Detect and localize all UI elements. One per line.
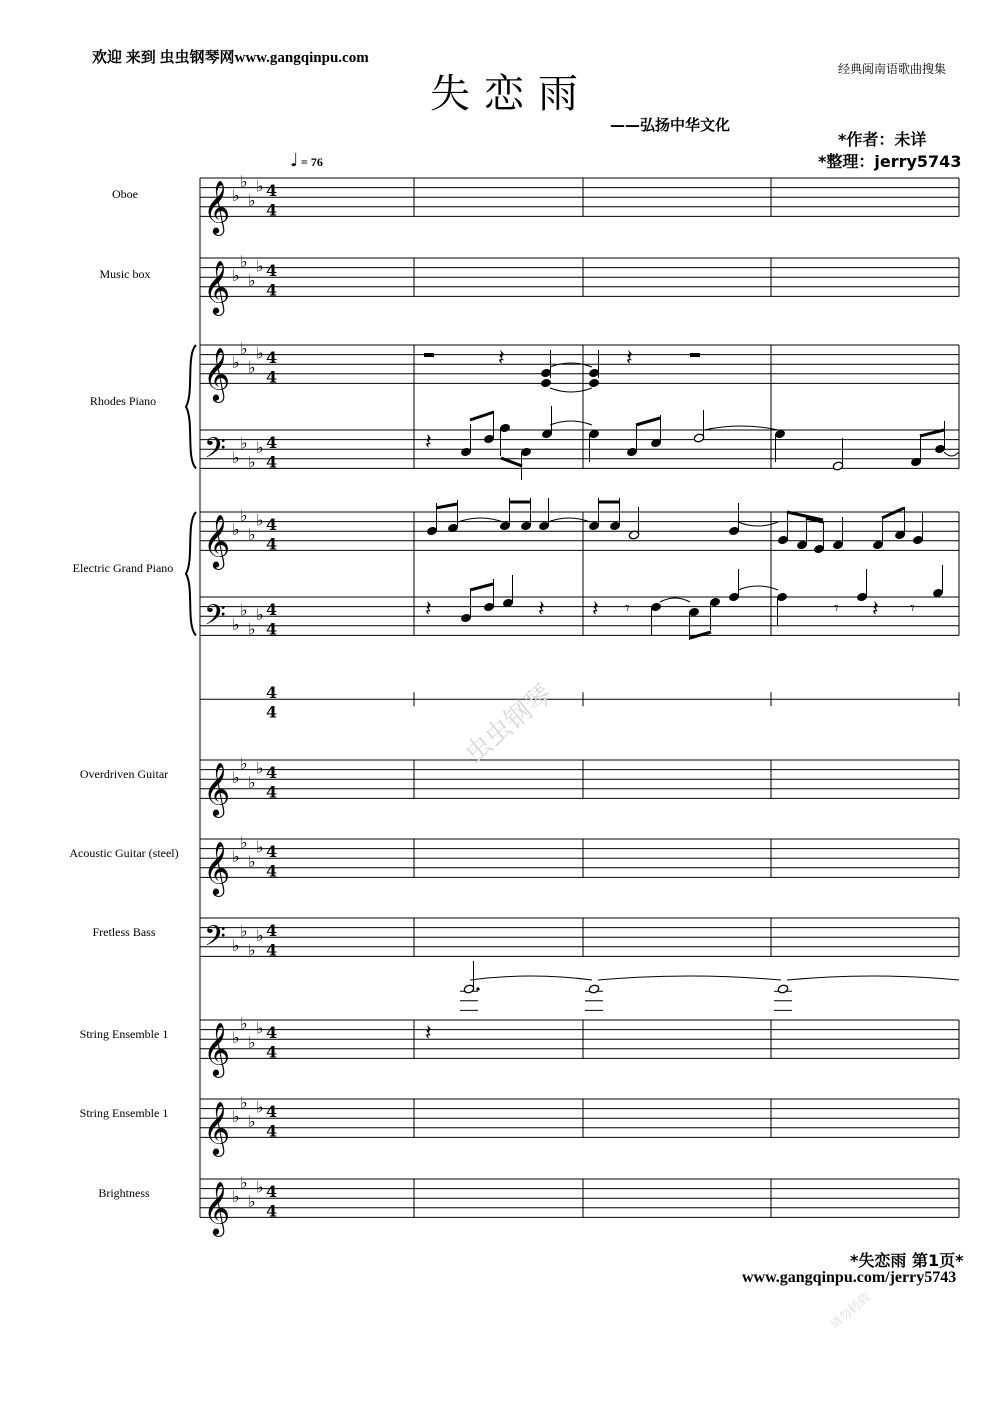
time-signature-bottom: 4 xyxy=(266,861,278,881)
time-signature-top: 4 xyxy=(266,261,278,281)
flat-sign: ♭ xyxy=(248,525,256,544)
page-title: 失恋雨 xyxy=(430,71,592,117)
instrument-label-string-ensemble-a: String Ensemble 1 xyxy=(79,1027,169,1041)
time-signature-top: 4 xyxy=(266,181,278,201)
time-signatures xyxy=(266,181,277,1220)
time-signature-top: 4 xyxy=(266,433,278,453)
welcome-banner: 欢迎 来到 虫虫钢琴网www.gangqinpu.com xyxy=(92,50,369,66)
flat-sign: ♭ xyxy=(240,832,248,852)
beam xyxy=(882,508,904,518)
time-signature-top: 4 xyxy=(266,515,278,535)
tie xyxy=(550,388,592,392)
dot xyxy=(476,987,479,990)
flat-sign: ♭ xyxy=(256,510,264,530)
clefs xyxy=(203,179,230,1236)
time-signature-top: 4 xyxy=(266,921,278,941)
tie xyxy=(944,452,959,456)
flat-sign: ♭ xyxy=(240,171,248,191)
note-head xyxy=(588,378,599,388)
instrument-label-music-box: Music box xyxy=(99,267,151,281)
time-signature-top: 4 xyxy=(266,842,278,862)
quarter-rest: 𝄽 xyxy=(626,346,633,371)
time-signature-top: 4 xyxy=(266,763,278,783)
flat-sign: ♭ xyxy=(256,758,264,778)
tie xyxy=(738,586,778,590)
treble-clef: 𝄞 xyxy=(203,1100,231,1155)
treble-clef: 𝄞 xyxy=(203,346,231,401)
half-rest xyxy=(424,353,434,357)
treble-clef: 𝄞 xyxy=(203,179,231,234)
eighth-rest: 𝄾 xyxy=(910,598,915,619)
flat-sign: ♭ xyxy=(248,452,256,472)
beam xyxy=(470,412,494,420)
beam xyxy=(470,584,493,590)
beam xyxy=(436,504,457,508)
time-signature-bottom: 4 xyxy=(266,619,278,639)
flat-sign: ♭ xyxy=(256,926,264,946)
watermark-footer: 请勿转载 xyxy=(827,1290,874,1332)
tie xyxy=(550,421,592,425)
tempo-marking: = 76 xyxy=(301,155,323,169)
instrument-label-string-ensemble-b: String Ensemble 1 xyxy=(79,1106,169,1120)
flat-sign: ♭ xyxy=(248,271,256,290)
time-signature-bottom: 4 xyxy=(266,702,278,722)
collection-label: 经典闽南语歌曲搜集 xyxy=(838,62,947,76)
tie xyxy=(704,426,778,430)
flat-sign: ♭ xyxy=(240,433,248,453)
tempo-note-glyph: ♩ xyxy=(290,150,299,171)
time-signature-bottom: 4 xyxy=(266,200,278,220)
time-signature-bottom: 4 xyxy=(266,1042,278,1062)
flat-sign: ♭ xyxy=(232,768,240,788)
time-signature-bottom: 4 xyxy=(266,940,278,960)
arranger-credit: *整理：jerry5743 xyxy=(818,152,962,171)
flat-sign: ♭ xyxy=(240,505,248,525)
flat-sign: ♭ xyxy=(232,447,240,467)
staff-lines xyxy=(200,178,959,1217)
beam xyxy=(636,418,660,425)
flat-sign: ♭ xyxy=(248,619,256,639)
flat-sign: ♭ xyxy=(248,852,256,871)
flat-sign: ♭ xyxy=(232,1028,240,1048)
beam xyxy=(920,430,944,436)
flat-sign: ♭ xyxy=(232,520,240,540)
half-rest xyxy=(690,353,700,357)
flat-sign: ♭ xyxy=(240,251,248,271)
bass-clef: 𝄢 xyxy=(204,919,226,960)
flat-sign: ♭ xyxy=(240,1013,248,1033)
note-head xyxy=(540,378,551,388)
treble-clef: 𝄞 xyxy=(203,840,231,895)
time-signature-top: 4 xyxy=(266,1023,278,1043)
flat-sign: ♭ xyxy=(232,614,240,634)
time-signature-top: 4 xyxy=(266,600,278,620)
flat-sign: ♭ xyxy=(256,343,264,363)
flat-sign: ♭ xyxy=(256,176,264,196)
treble-clef: 𝄞 xyxy=(203,761,231,816)
quarter-rest: 𝄽 xyxy=(872,597,879,622)
watermark-center: 虫虫钢琴 xyxy=(459,679,559,770)
quarter-rest: 𝄽 xyxy=(425,430,432,455)
beam xyxy=(787,512,823,520)
footer-page-number: *失恋雨 第1页* xyxy=(850,1251,964,1270)
instrument-label-brightness: Brightness xyxy=(98,1186,150,1200)
time-signature-bottom: 4 xyxy=(266,367,278,387)
flat-sign: ♭ xyxy=(240,921,248,941)
key-signatures xyxy=(232,172,264,1211)
time-signature-top: 4 xyxy=(266,348,278,368)
tie xyxy=(598,976,781,980)
instrument-label-fretless-bass: Fretless Bass xyxy=(92,925,156,939)
instrument-label-oboe: Oboe xyxy=(112,187,138,201)
flat-sign: ♭ xyxy=(248,1192,256,1211)
treble-clef: 𝄞 xyxy=(203,513,231,568)
quarter-rest: 𝄽 xyxy=(425,597,432,622)
flat-sign: ♭ xyxy=(256,1097,264,1117)
time-signature-bottom: 4 xyxy=(266,1201,278,1221)
flat-sign: ♭ xyxy=(232,1187,240,1207)
quarter-rest: 𝄽 xyxy=(538,597,545,622)
flat-sign: ♭ xyxy=(248,191,256,210)
flat-sign: ♭ xyxy=(240,1172,248,1192)
flat-sign: ♭ xyxy=(232,935,240,955)
flat-sign: ♭ xyxy=(232,353,240,373)
subtitle: ——弘扬中华文化 xyxy=(610,116,731,134)
flat-sign: ♭ xyxy=(248,1033,256,1052)
flat-sign: ♭ xyxy=(248,358,256,377)
quarter-rest: 𝄽 xyxy=(498,346,505,371)
flat-sign: ♭ xyxy=(248,773,256,792)
time-signature-top: 4 xyxy=(266,683,278,703)
note-head xyxy=(588,984,599,994)
notes xyxy=(424,346,959,1046)
treble-clef: 𝄞 xyxy=(203,1021,231,1076)
time-signature-bottom: 4 xyxy=(266,1121,278,1141)
treble-clef: 𝄞 xyxy=(203,259,231,314)
tie xyxy=(738,522,778,526)
flat-sign: ♭ xyxy=(256,1177,264,1197)
time-signature-top: 4 xyxy=(266,1182,278,1202)
treble-clef: 𝄞 xyxy=(203,1180,231,1235)
quarter-rest: 𝄽 xyxy=(592,597,599,622)
note-head xyxy=(777,984,788,994)
flat-sign: ♭ xyxy=(256,605,264,625)
time-signature-bottom: 4 xyxy=(266,280,278,300)
flat-sign: ♭ xyxy=(248,940,256,960)
flat-sign: ♭ xyxy=(256,1018,264,1038)
time-signature-bottom: 4 xyxy=(266,534,278,554)
time-signature-bottom: 4 xyxy=(266,782,278,802)
barlines xyxy=(186,178,959,1217)
flat-sign: ♭ xyxy=(240,753,248,773)
brace-rhodes-piano xyxy=(186,345,196,468)
tie xyxy=(660,598,690,602)
flat-sign: ♭ xyxy=(248,1112,256,1131)
instrument-label-overdriven-guitar: Overdriven Guitar xyxy=(79,767,169,781)
tie xyxy=(470,976,592,980)
flat-sign: ♭ xyxy=(256,438,264,458)
eighth-rest: 𝄾 xyxy=(625,598,630,619)
instrument-label-rhodes-piano: Rhodes Piano xyxy=(89,394,157,408)
instrument-label-acoustic-guitar: Acoustic Guitar (steel) xyxy=(69,846,179,860)
bass-clef: 𝄢 xyxy=(204,598,226,639)
flat-sign: ♭ xyxy=(232,186,240,206)
time-signature-bottom: 4 xyxy=(266,452,278,472)
time-signature-top: 4 xyxy=(266,1102,278,1122)
flat-sign: ♭ xyxy=(240,1092,248,1112)
flat-sign: ♭ xyxy=(240,338,248,358)
tie xyxy=(550,363,592,367)
flat-sign: ♭ xyxy=(256,256,264,276)
flat-sign: ♭ xyxy=(256,837,264,857)
footer-url: www.gangqinpu.com/jerry5743 xyxy=(742,1269,957,1286)
flat-sign: ♭ xyxy=(232,847,240,867)
flat-sign: ♭ xyxy=(232,1107,240,1127)
flat-sign: ♭ xyxy=(240,600,248,620)
eighth-rest: 𝄾 xyxy=(834,598,839,619)
brace-electric-grand-piano xyxy=(186,512,196,635)
tie xyxy=(787,976,959,980)
instrument-label-electric-grand-piano: Electric Grand Piano xyxy=(72,561,174,575)
author-credit: *作者：未详 xyxy=(838,130,927,149)
quarter-rest: 𝄽 xyxy=(425,1021,432,1046)
bass-clef: 𝄢 xyxy=(204,431,226,472)
flat-sign: ♭ xyxy=(232,266,240,286)
